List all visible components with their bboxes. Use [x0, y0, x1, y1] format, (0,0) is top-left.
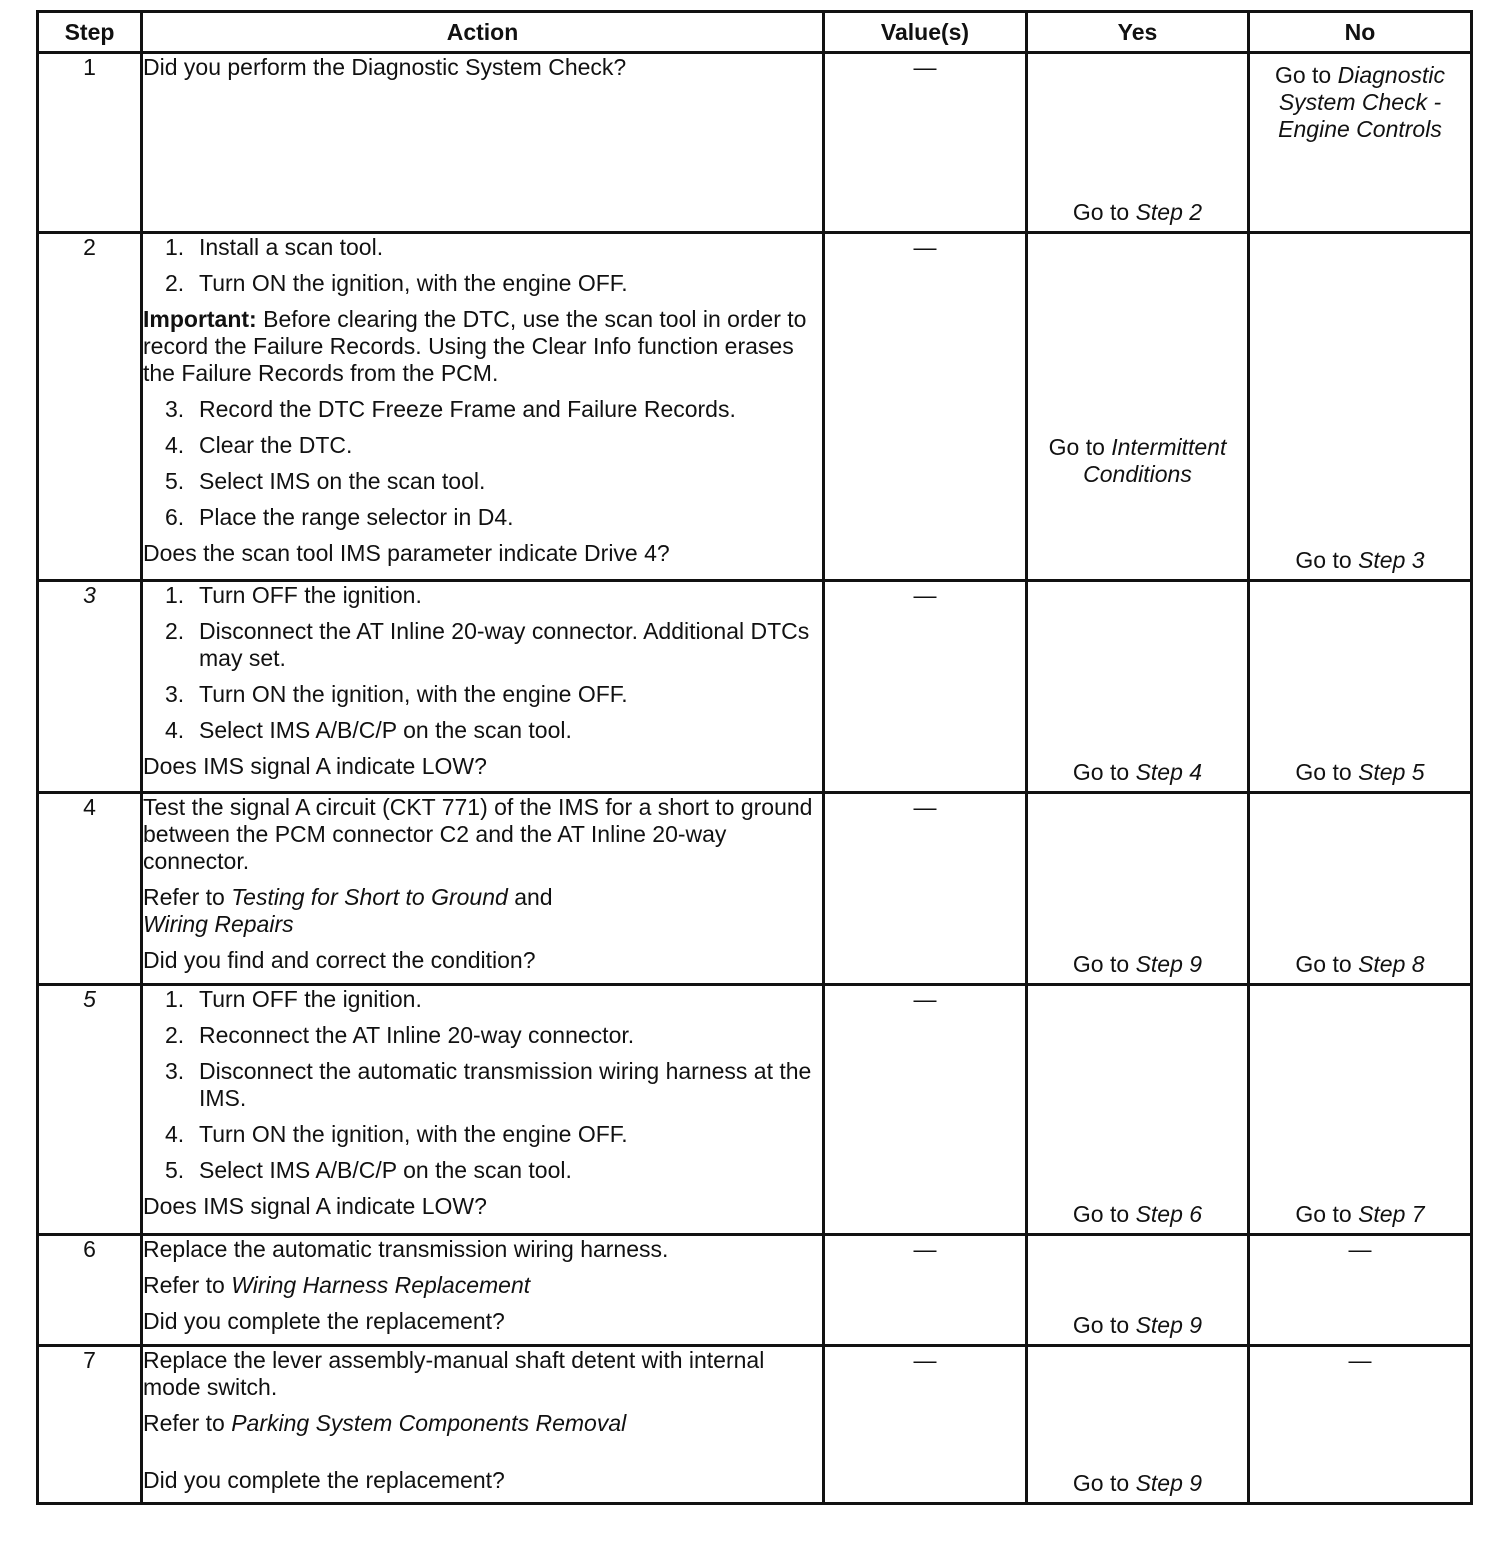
no-link[interactable]: Go to Step 8: [1295, 951, 1425, 977]
value-cell: —: [824, 233, 1027, 581]
list-item: 3. Turn ON the ignition, with the engine OFF.: [165, 681, 628, 707]
step-number: 7: [38, 1346, 142, 1504]
action-cell: [142, 233, 824, 581]
header-values: Value(s): [824, 12, 1027, 53]
header-no: No: [1249, 12, 1472, 53]
action-cell: [142, 985, 824, 1235]
value-cell: —: [824, 985, 1027, 1235]
step-number: 5: [38, 985, 142, 1235]
reference-link[interactable]: Wiring Harness Replacement: [231, 1272, 531, 1298]
reference-link[interactable]: Wiring Repairs: [143, 911, 294, 937]
refer-text: Refer to Testing for Short to Ground and Wiring Repairs: [143, 884, 553, 937]
list-item: 2. Turn ON the ignition, with the engine OFF.: [165, 270, 628, 296]
table-row: [38, 53, 1472, 233]
step-number: 4: [38, 793, 142, 985]
yes-cell: [1027, 1235, 1249, 1346]
step-number: 1: [38, 53, 142, 233]
list-item: 4. Select IMS A/B/C/P on the scan tool.: [165, 717, 572, 743]
table-row: [38, 1346, 1472, 1504]
table-row: [38, 793, 1472, 985]
list-item: 6. Place the range selector in D4.: [165, 504, 514, 530]
refer-text: Refer to Parking System Components Removal: [143, 1410, 627, 1436]
value-cell: —: [824, 53, 1027, 233]
yes-cell: [1027, 793, 1249, 985]
action-cell: [142, 581, 824, 793]
table-row: [38, 233, 1472, 581]
question-text: Does IMS signal A indicate LOW?: [143, 753, 487, 779]
no-link[interactable]: Go to Step 5: [1295, 759, 1425, 785]
yes-cell: [1027, 985, 1249, 1235]
step-number: 2: [38, 233, 142, 581]
list-item: 2. Reconnect the AT Inline 20-way connector.: [165, 1022, 635, 1048]
reference-link[interactable]: Testing for Short to Ground: [231, 884, 508, 910]
list-item: 5. Select IMS on the scan tool.: [165, 468, 486, 494]
action-text: Test the signal A circuit (CKT 771) of the IMS for a short to ground between the PCM connector C2 and the AT Inline 20-way connector.: [143, 794, 813, 874]
reference-link[interactable]: Parking System Components Removal: [231, 1410, 627, 1436]
list-item: 3. Record the DTC Freeze Frame and Failure Records.: [165, 396, 736, 422]
step-number: 6: [38, 1235, 142, 1346]
header-step: Step: [38, 12, 142, 53]
yes-link[interactable]: Go to Step 9: [1072, 1470, 1203, 1496]
question-text: Does the scan tool IMS parameter indicate Drive 4?: [143, 540, 670, 566]
no-link[interactable]: Go to Step 3: [1295, 547, 1425, 573]
diagnostic-table: [36, 10, 1473, 1505]
question-text: Did you complete the replacement?: [143, 1467, 505, 1493]
question-text: Did you perform the Diagnostic System Check?: [143, 54, 627, 80]
action-cell: [142, 53, 824, 233]
no-link[interactable]: Go to Diagnostic System Check - Engine Controls: [1274, 62, 1446, 142]
table-row: [38, 985, 1472, 1235]
yes-cell: [1027, 1346, 1249, 1504]
no-cell: [1249, 581, 1472, 793]
important-note: Important: Before clearing the DTC, use the scan tool in order to record the Failure Records. Using the Clear Info function erases the Failure Records from the PCM.: [143, 306, 807, 386]
yes-link[interactable]: Go to Step 4: [1072, 759, 1203, 785]
yes-link[interactable]: Go to Step 2: [1072, 199, 1203, 225]
question-text: Did you complete the replacement?: [143, 1308, 505, 1334]
yes-link[interactable]: Go to Step 9: [1072, 951, 1203, 977]
list-item: 1. Turn OFF the ignition.: [165, 986, 422, 1012]
header-row: [38, 12, 1472, 53]
action-cell: [142, 1235, 824, 1346]
header-yes: Yes: [1027, 12, 1249, 53]
list-item: 2. Disconnect the AT Inline 20-way connector. Additional DTCs may set.: [165, 618, 810, 671]
yes-cell: [1027, 233, 1249, 581]
table-row: [38, 1235, 1472, 1346]
question-text: Did you find and correct the condition?: [143, 947, 536, 973]
list-item: 1. Install a scan tool.: [165, 234, 384, 260]
value-cell: —: [824, 793, 1027, 985]
yes-cell: [1027, 53, 1249, 233]
value-cell: —: [824, 1346, 1027, 1504]
yes-link[interactable]: Go to Step 9: [1072, 1312, 1203, 1338]
no-cell: —: [1249, 1235, 1472, 1346]
header-action: Action: [142, 12, 824, 53]
no-link[interactable]: Go to Step 7: [1295, 1201, 1425, 1227]
action-text: Replace the lever assembly-manual shaft detent with internal mode switch.: [143, 1347, 765, 1400]
value-cell: —: [824, 1235, 1027, 1346]
list-item: 5. Select IMS A/B/C/P on the scan tool.: [165, 1157, 572, 1183]
step-number: 3: [38, 581, 142, 793]
question-text: Does IMS signal A indicate LOW?: [143, 1193, 487, 1219]
yes-link[interactable]: Go to Intermittent Conditions: [1048, 434, 1227, 487]
yes-cell: [1027, 581, 1249, 793]
action-cell: [142, 793, 824, 985]
table-row: [38, 581, 1472, 793]
no-cell: [1249, 233, 1472, 581]
no-cell: [1249, 985, 1472, 1235]
refer-text: Refer to Wiring Harness Replacement: [143, 1272, 531, 1298]
action-cell: [142, 1346, 824, 1504]
list-item: 4. Clear the DTC.: [165, 432, 353, 458]
list-item: 1. Turn OFF the ignition.: [165, 582, 422, 608]
action-text: Replace the automatic transmission wiring harness.: [143, 1236, 669, 1262]
no-cell: [1249, 793, 1472, 985]
yes-link[interactable]: Go to Step 6: [1072, 1201, 1203, 1227]
list-item: 4. Turn ON the ignition, with the engine OFF.: [165, 1121, 628, 1147]
no-cell: —: [1249, 1346, 1472, 1504]
no-cell: [1249, 53, 1472, 233]
value-cell: —: [824, 581, 1027, 793]
list-item: 3. Disconnect the automatic transmission wiring harness at the IMS.: [165, 1058, 812, 1111]
